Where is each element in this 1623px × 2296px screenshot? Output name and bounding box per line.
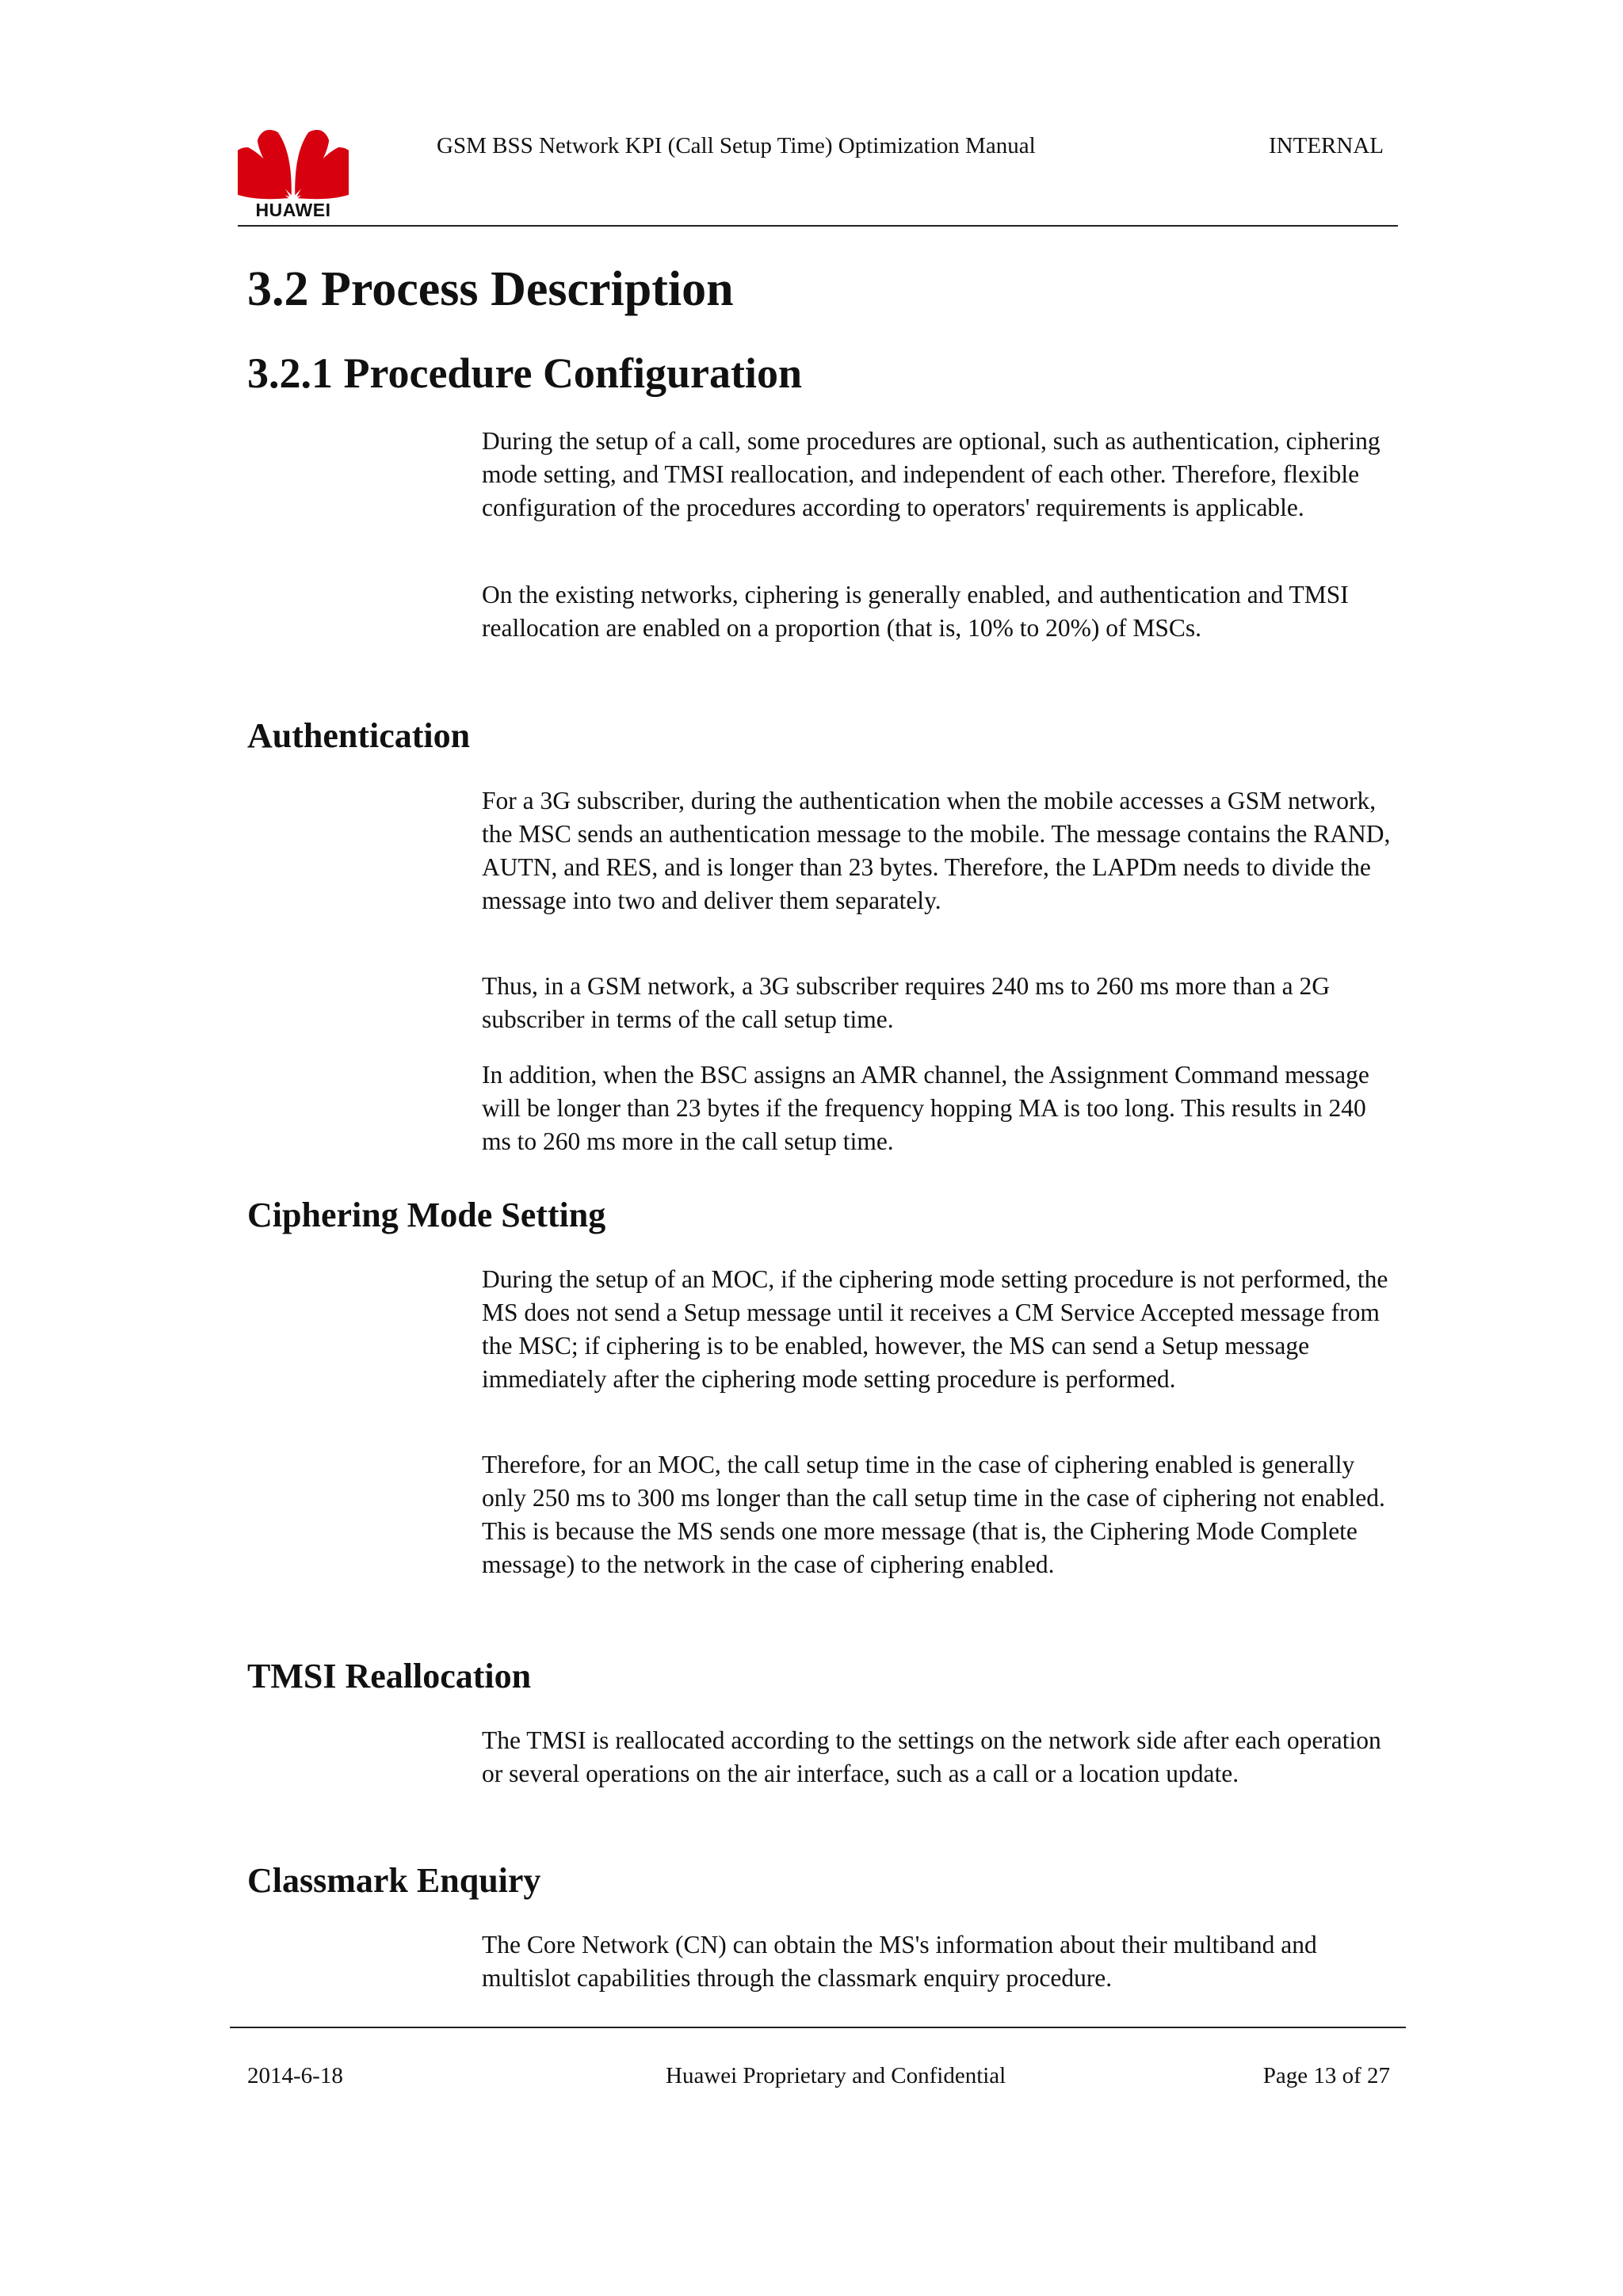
page-number: Page 13 of 27 xyxy=(1262,2063,1390,2088)
tmsi-paragraph-1: The TMSI is reallocated according to the settings on the network side after each operation or several operations on the air interface, such as a call or a location update. xyxy=(482,1726,1381,1787)
authentication-paragraph-3: In addition, when the BSC assigns an AMR channel, the Assignment Command message will be longer than 23 bytes if the frequency hopping MA is too long. This results in 240 ms to 260 ms more in the call setup time. xyxy=(482,1061,1369,1155)
document-title: GSM BSS Network KPI (Call Setup Time) Optimization Manual xyxy=(437,133,1036,158)
ciphering-paragraph-2: Therefore, for an MOC, the call setup time in the case of ciphering enabled is generally only 250 ms to 300 ms longer than the call setup time in the case of ciphering not enabled. This is because the MS sends one more message (that is, the Ciphering Mode Complete message) to the network in the case of ciphering enabled. xyxy=(482,1451,1385,1578)
authentication-paragraph-2: Thus, in a GSM network, a 3G subscriber requires 240 ms to 260 ms more than a 2G subscriber in terms of the call setup time. xyxy=(482,972,1330,1033)
authentication-heading: Authentication xyxy=(247,716,471,755)
huawei-flower-icon xyxy=(238,120,349,200)
intro-paragraph-1: During the setup of a call, some procedures are optional, such as authentication, ciphering mode setting, and TMSI reallocation, and independent of each other. Therefore, flexible configuration of the procedures according to operators' requirements is applicable. xyxy=(482,427,1381,521)
footer-divider xyxy=(230,2027,1406,2028)
authentication-paragraph-1: For a 3G subscriber, during the authentication when the mobile accesses a GSM network, the MSC sends an authentication message to the mobile. The message contains the RAND, AUTN, and RES, and is longer than 23 bytes. Therefore, the LAPDm needs to divide the message into two and deliver them separately. xyxy=(482,787,1391,914)
classmark-heading: Classmark Enquiry xyxy=(247,1861,541,1900)
classmark-paragraph-1: The Core Network (CN) can obtain the MS's information about their multiband and multislot capabilities through the classmark enquiry procedure. xyxy=(482,1931,1317,1992)
huawei-logo xyxy=(238,120,349,223)
header-divider xyxy=(238,225,1398,227)
footer-date: 2014-6-18 xyxy=(247,2063,343,2088)
footer-confidentiality: Huawei Proprietary and Confidential xyxy=(666,2063,1006,2088)
ciphering-heading: Ciphering Mode Setting xyxy=(247,1196,606,1234)
ciphering-paragraph-1: During the setup of an MOC, if the ciphering mode setting procedure is not performed, the MS does not send a Setup message until it receives a CM Service Accepted message from the MSC; if ciphering is to be enabled, however, the MS can send a Setup message immediately after the ciphering mode setting procedure is performed. xyxy=(482,1265,1388,1393)
logo-wordmark: HUAWEI xyxy=(255,200,331,220)
classification-label: INTERNAL xyxy=(1269,133,1384,158)
intro-paragraph-2: On the existing networks, ciphering is generally enabled, and authentication and TMSI reallocation are enabled on a proportion (that is, 10% to 20%) of MSCs. xyxy=(482,581,1349,642)
section-heading: 3.2 Process Description xyxy=(247,262,734,316)
subsection-heading: 3.2.1 Procedure Configuration xyxy=(247,349,802,397)
tmsi-heading: TMSI Reallocation xyxy=(247,1657,532,1695)
